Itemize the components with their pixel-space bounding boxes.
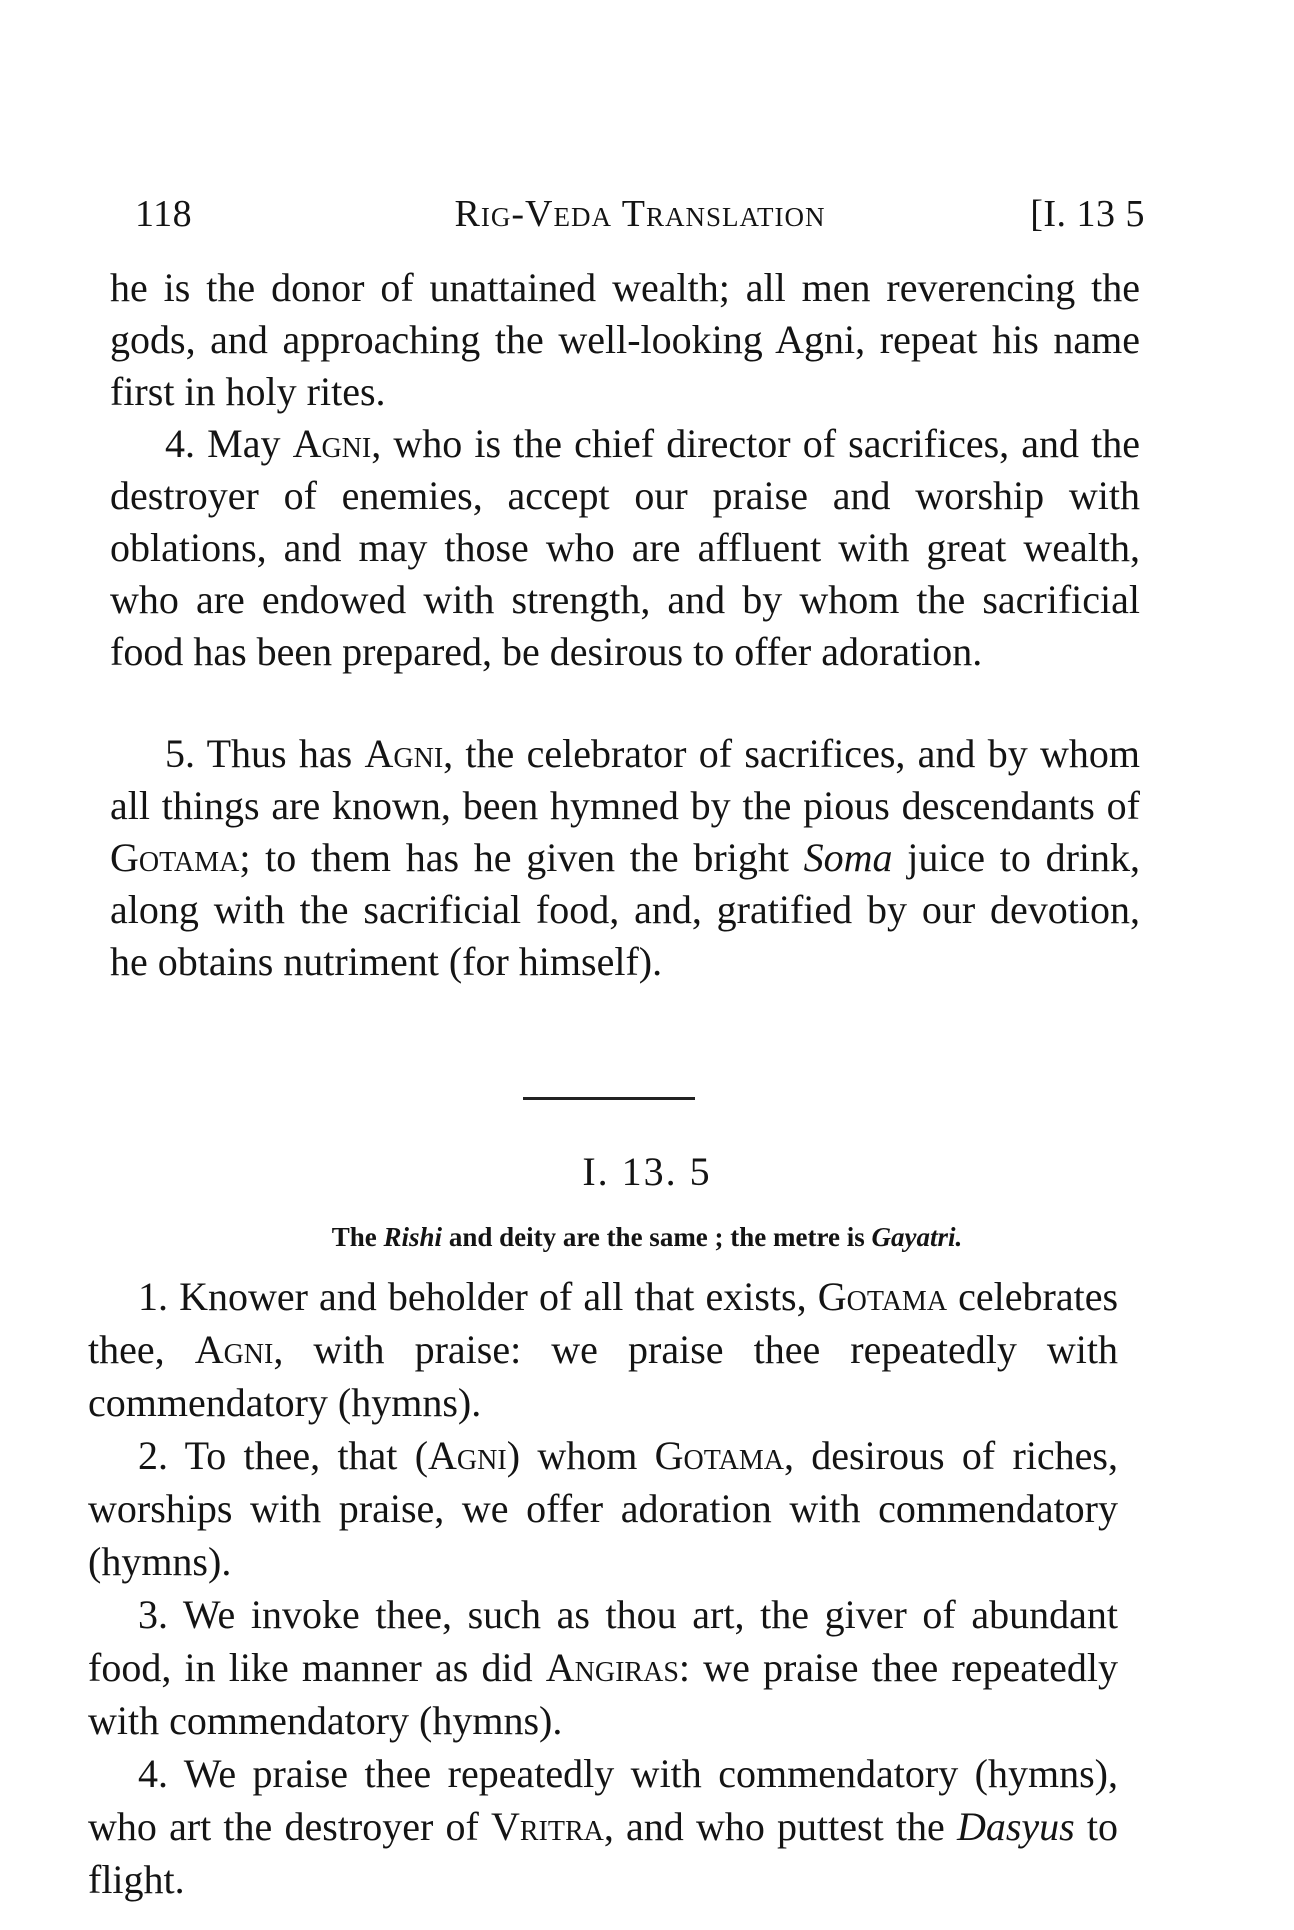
text-run: and deity are the same ; the metre is xyxy=(448,1222,865,1252)
verse-number: 2. xyxy=(138,1433,168,1478)
text-run: To thee, that ( xyxy=(184,1433,429,1478)
text-run: , the celebrator of sacrifices, and by whom all things are known, been hymned by the pious descendants of xyxy=(110,731,1141,828)
text-run: Thus has xyxy=(206,731,353,776)
name-agni: Agni xyxy=(428,1433,507,1478)
text-run: , desirous of riches, worships with praise, we offer adoration with commendatory (hymns). xyxy=(88,1433,1119,1584)
paragraph xyxy=(110,728,1140,988)
name-agni: Agni xyxy=(292,421,372,466)
text-run: ; to them has he given the bright xyxy=(239,835,789,880)
name-angiras: Angiras xyxy=(545,1645,679,1690)
text-run: , who is the chief director of sacrifices, and the destroyer of enemies, accept our praise and worship with oblations, and may those who are affluent with great wealth, who are endowed with strength, and by whom the sacrificial food has been prepared, be desirous to offer adoration. xyxy=(110,421,1141,674)
verse-4 xyxy=(110,418,1140,678)
term-rishi: Rishi xyxy=(383,1222,443,1252)
verse-number: 3. xyxy=(138,1592,168,1637)
hymn-verse-2 xyxy=(88,1429,1118,1588)
text-run: We praise thee repeatedly with commendatory (hymns), who art the destroyer of xyxy=(88,1751,1118,1849)
section-divider xyxy=(523,1097,695,1100)
text-run: : we praise thee repeatedly with commendatory (hymns). xyxy=(88,1645,1119,1743)
hymn-verse-3 xyxy=(88,1588,1118,1747)
section-note xyxy=(0,1222,1294,1253)
hymn-verse-1 xyxy=(88,1270,1118,1429)
verse-number: 4. xyxy=(138,1751,168,1796)
page-number: 118 xyxy=(135,193,193,235)
verse-5 xyxy=(110,728,1140,988)
text-run: to flight. xyxy=(88,1804,1119,1902)
text-run: ) whom xyxy=(506,1433,638,1478)
text-run: , with praise: we praise thee repeatedly with commendatory (hymns). xyxy=(88,1327,1119,1425)
hymn-verse-4 xyxy=(88,1747,1118,1906)
term-dasyus: Dasyus xyxy=(956,1804,1075,1849)
verse-number: 5. xyxy=(165,731,195,776)
term-metre: Gayatri. xyxy=(871,1222,963,1252)
name-gotama: Gotama xyxy=(654,1433,784,1478)
running-title: Rig-Veda Translation xyxy=(454,193,826,235)
paragraph xyxy=(110,418,1140,678)
text-run: We invoke thee, such as thou art, the giver of abundant food, in like manner as did xyxy=(88,1592,1119,1690)
hymn-text xyxy=(88,1270,1118,1906)
name-agni: Agni xyxy=(194,1327,274,1372)
name-gotama: Gotama xyxy=(110,835,240,880)
name-gotama: Gotama xyxy=(817,1274,948,1319)
text-run: Knower and beholder of all that exists, xyxy=(179,1274,807,1319)
paragraph: he is the donor of unattained wealth; all men reverencing the gods, and approaching the well-looking Agni, repeat his name first in holy rites. xyxy=(110,265,1140,414)
continued-text xyxy=(110,262,1140,418)
section-reference: [I. 13 5 xyxy=(1030,193,1145,235)
verse-number: 1. xyxy=(138,1274,168,1319)
text-run: , and who puttest the xyxy=(603,1804,945,1849)
name-agni: Agni xyxy=(364,731,444,776)
running-head xyxy=(135,192,1145,252)
text-run: The xyxy=(331,1222,377,1252)
text-run: juice to drink, along with the sacrificial food, and, gratified by our devotion, he obtains nutriment (for himself). xyxy=(110,835,1141,984)
term-soma: Soma xyxy=(803,835,893,880)
verse-number: 4. xyxy=(165,421,195,466)
text-run: celebrates thee, xyxy=(88,1274,1119,1372)
section-title: I. 13. 5 xyxy=(582,1149,712,1194)
text-run: May xyxy=(207,421,281,466)
name-vritra: Vritra xyxy=(490,1804,604,1849)
